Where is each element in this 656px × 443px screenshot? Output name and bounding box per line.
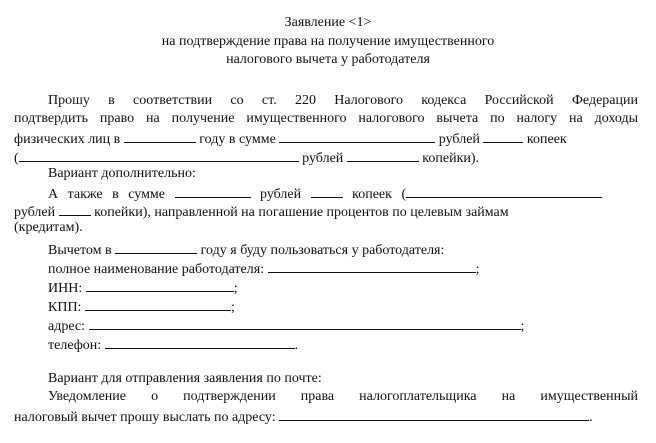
- employer-name-line: полное наименование работодателя: ;: [14, 258, 638, 279]
- kpp-field[interactable]: [85, 296, 231, 311]
- paragraph-additional-line1: А также в сумме рублей копеек (: [14, 183, 638, 204]
- document-title: Заявление <1>: [284, 15, 372, 30]
- inn-field[interactable]: [86, 277, 234, 292]
- amount-words-field[interactable]: [19, 147, 299, 162]
- additional-kopecks-field[interactable]: [311, 183, 343, 198]
- phone-line: телефон: .: [14, 334, 638, 355]
- inn-line: ИНН: ;: [14, 277, 638, 298]
- kopecks-words-field[interactable]: [347, 147, 419, 162]
- document-subtitle-line2: налогового вычета у работодателя: [226, 52, 430, 67]
- additional-kopecks-words-field[interactable]: [59, 201, 91, 216]
- deduction-year-field[interactable]: [115, 239, 197, 254]
- paragraph-request-line1: Прошу в соответствии со ст. 220 Налогового кодекса Российской Федерации: [48, 93, 638, 108]
- document-subtitle-line1: на подтверждение права на получение имущественного: [161, 34, 495, 49]
- paragraph-additional-line3: (кредитам).: [14, 220, 83, 235]
- mail-notice-line2: налоговый вычет прошу выслать по адресу: .: [14, 406, 638, 427]
- amount-field[interactable]: [279, 128, 435, 143]
- kopecks-field[interactable]: [483, 128, 523, 143]
- address-field[interactable]: [89, 315, 521, 330]
- mail-address-field[interactable]: [279, 406, 589, 421]
- paragraph-request-line4: ( рублей копейки).: [14, 147, 638, 168]
- additional-amount-words-field[interactable]: [406, 183, 602, 198]
- paragraph-request-line3: физических лиц в году в сумме рублей копеек: [14, 128, 638, 149]
- deduction-year-line: Вычетом в году я буду пользоваться у работодателя:: [14, 239, 638, 260]
- variant-additional-heading: Вариант дополнительно:: [48, 166, 196, 181]
- phone-field[interactable]: [105, 334, 295, 349]
- additional-amount-field[interactable]: [175, 183, 251, 198]
- paragraph-additional-line2: рублей копейки), направленной на погашение процентов по целевым займам: [14, 201, 638, 222]
- year-field[interactable]: [124, 128, 196, 143]
- paragraph-request-line2: подтвердить право на получение имущественного налогового вычета по налогу на доходы: [14, 111, 638, 126]
- address-line: адрес: ;: [14, 315, 638, 336]
- employer-name-field[interactable]: [268, 258, 476, 273]
- kpp-line: КПП: ;: [14, 296, 638, 317]
- mail-notice-line1: Уведомление о подтверждении права налогоплательщика на имущественный: [48, 389, 638, 404]
- variant-mail-heading: Вариант для отправления заявления по почте:: [48, 371, 322, 386]
